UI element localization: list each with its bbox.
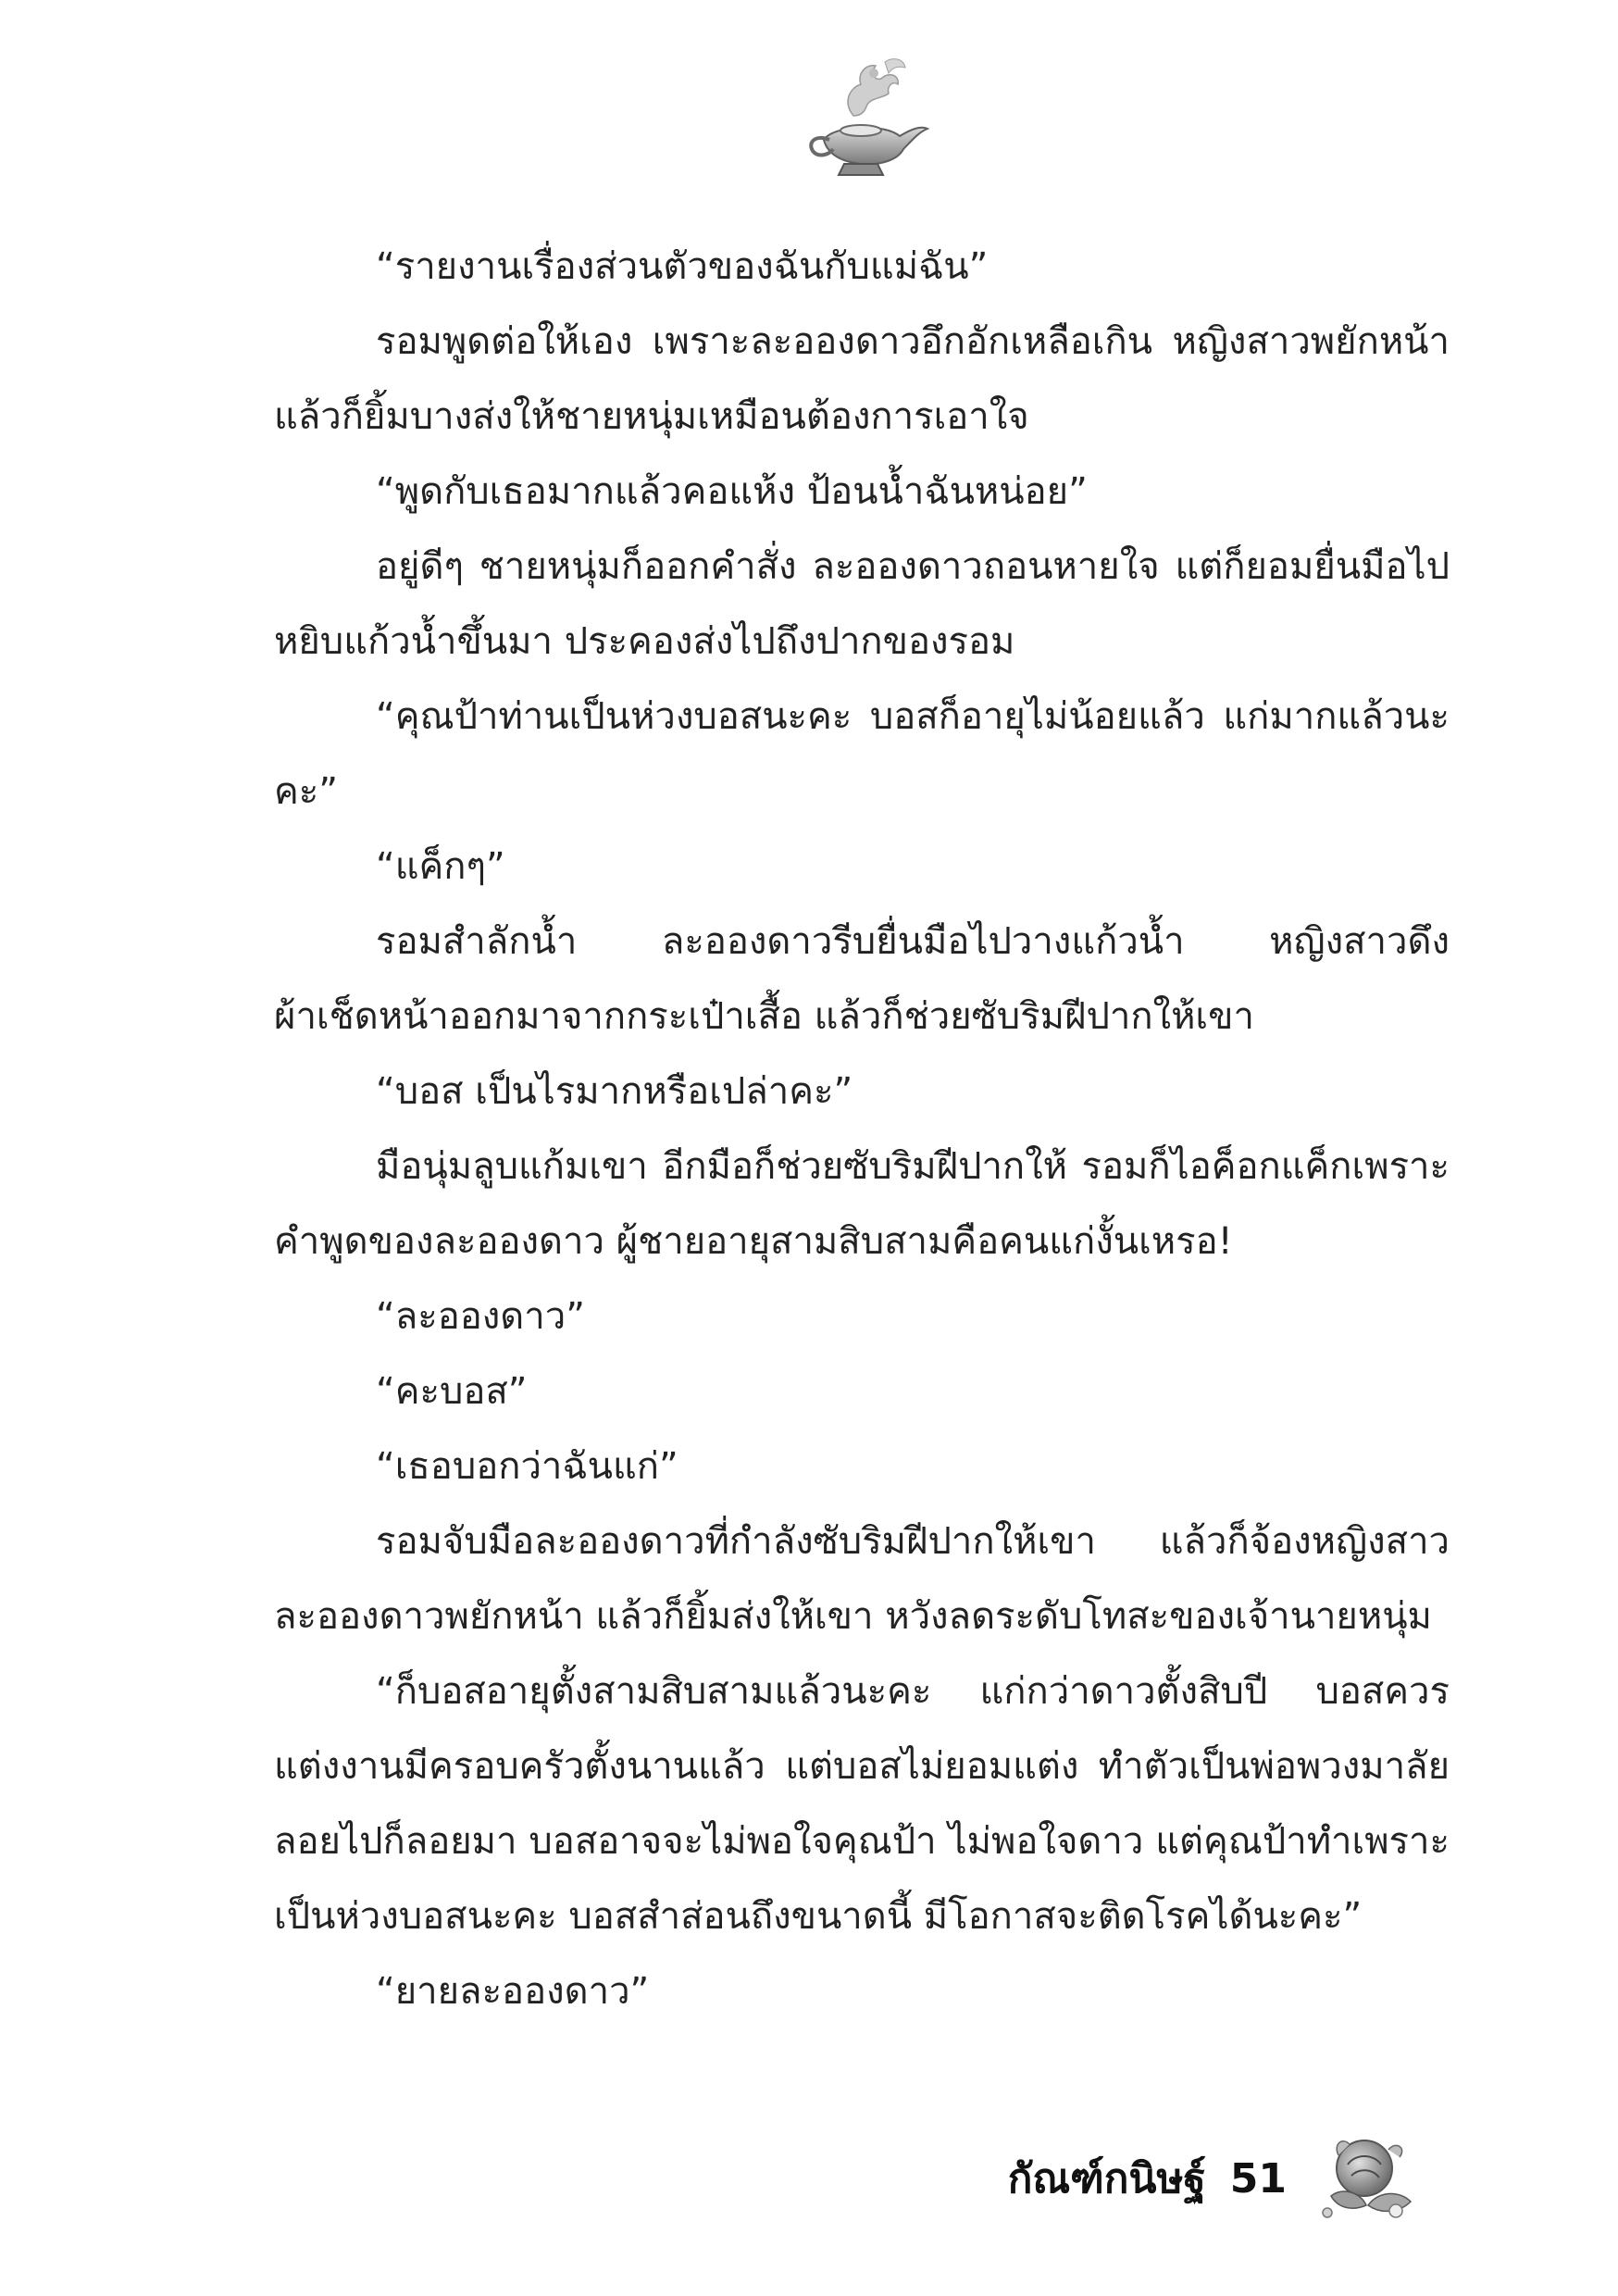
paragraph: “ยายละอองดาว” — [376, 1970, 650, 2013]
body-text — [274, 230, 1450, 2029]
book-title: กัณฑ์กนิษฐ์ — [1007, 2155, 1206, 2202]
paragraph: “รายงานเรื่องส่วนตัวของฉันกับแม่ฉัน” — [376, 245, 989, 288]
paragraph: มือนุ่มลูบแก้มเขา อีกมือก็ช่วยซับริมฝีปากให้ รอมก็ไอค็อกแค็กเพราะคำพูดของละอองดาว ผู้ชายอายุสามสิบสามคือคนแก่งั้นเหรอ! — [274, 1145, 1450, 1263]
flower-bouquet-icon — [1311, 2128, 1422, 2229]
paragraph: “พูดกับเธอมากแล้วคอแห้ง ป้อนน้ำฉันหน่อย” — [376, 470, 1088, 513]
paragraph: รอมจับมือละอองดาวที่กำลังซับริมฝีปากให้เขา แล้วก็จ้องหญิงสาว ละอองดาวพยักหน้า แล้วก็ยิ้มส่งให้เขา หวังลดระดับโทสะของเจ้านายหนุ่ม — [274, 1520, 1450, 1638]
paragraph: “คุณป้าท่านเป็นห่วงบอสนะคะ บอสก็อายุไม่น้อยแล้ว แก่มากแล้วนะคะ” — [274, 695, 1450, 813]
page-number: 51 — [1229, 2154, 1287, 2202]
paragraph: “แค็กๆ” — [376, 845, 505, 888]
paragraph: “เธอบอกว่าฉันแก่” — [376, 1445, 678, 1488]
paragraph: “คะบอส” — [376, 1370, 528, 1413]
paragraph: รอมพูดต่อให้เอง เพราะละอองดาวอึกอักเหลือเกิน หญิงสาวพยักหน้า แล้วก็ยิ้มบางส่งให้ชายหนุ่มเหมือนต้องการเอาใจ — [274, 320, 1450, 438]
genie-lamp-icon — [796, 51, 935, 190]
page-footer — [1008, 2128, 1422, 2229]
paragraph: รอมสำลักน้ำ ละอองดาวรีบยื่นมือไปวางแก้วน้ำ หญิงสาวดึงผ้าเช็ดหน้าออกมาจากกระเป๋าเสื้อ แล้วก็ช่วยซับริมฝีปากให้เขา — [274, 920, 1450, 1038]
paragraph: “ละอองดาว” — [376, 1295, 585, 1338]
paragraph: “บอส เป็นไรมากหรือเปล่าคะ” — [376, 1070, 853, 1113]
paragraph: อยู่ดีๆ ชายหนุ่มก็ออกคำสั่ง ละอองดาวถอนหายใจ แต่ก็ยอมยื่นมือไปหยิบแก้วน้ำขึ้นมา ประคองส่งไปถึงปากของรอม — [274, 545, 1450, 663]
paragraph: “ก็บอสอายุตั้งสามสิบสามแล้วนะคะ แก่กว่าดาวตั้งสิบปี บอสควรแต่งงานมีครอบครัวตั้งนานแล้ว แต่บอสไม่ยอมแต่ง ทำตัวเป็นพ่อพวงมาลัย ลอยไปก็ลอยมา บอสอาจจะไม่พอใจคุณป้า ไม่พอใจดาว แต่คุณป้าทำเพราะเป็นห่วงบอสนะคะ บอสสำส่อนถึงขนาดนี้ มีโอกาสจะติดโรคได้นะคะ” — [274, 1670, 1450, 1938]
